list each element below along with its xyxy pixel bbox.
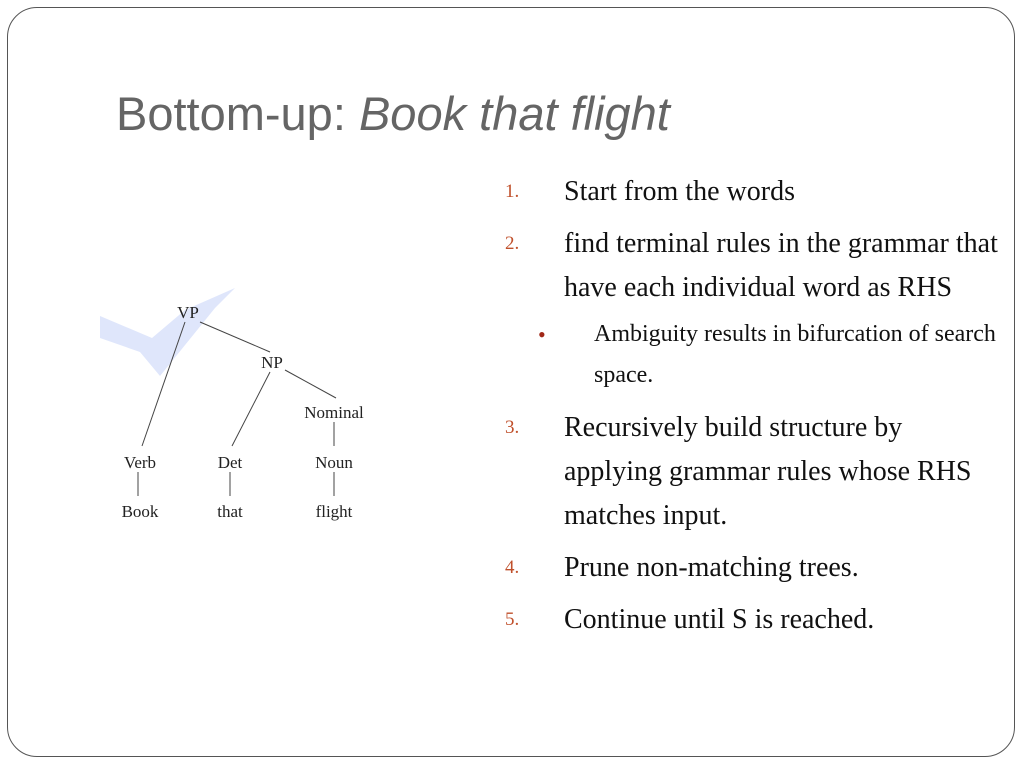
node-vp: VP <box>177 303 199 322</box>
edge-np-nominal <box>285 370 336 398</box>
slide-title <box>116 86 670 141</box>
step-item <box>500 546 1000 590</box>
title-italic: Book that flight <box>358 87 670 140</box>
node-verb: Verb <box>123 453 157 472</box>
title-plain: Bottom-up: <box>116 87 359 140</box>
step-number: 4. <box>505 557 520 578</box>
node-noun: Noun <box>315 453 353 472</box>
node-det: Det <box>217 453 243 472</box>
edge-np-det <box>232 372 270 446</box>
node-nominal: Nominal <box>304 403 364 422</box>
step-number: 5. <box>505 609 520 630</box>
step-item <box>500 406 1000 538</box>
step-text: Start from the words <box>564 176 795 207</box>
edge-vp-np <box>200 322 270 352</box>
step-number: 1. <box>505 181 520 202</box>
word-flight: flight <box>315 502 353 521</box>
step-number: 3. <box>505 417 520 438</box>
step-text: Prune non-matching trees. <box>564 552 859 583</box>
step-text: Recursively build structure by applying grammar rules whose RHS matches input. <box>564 412 972 531</box>
bullet-text: Ambiguity results in bifurcation of search space. <box>594 321 996 388</box>
bullet-item <box>500 314 1000 396</box>
step-text: Continue until S is reached. <box>564 604 875 635</box>
watermark-shape <box>100 288 235 376</box>
step-item <box>500 222 1000 310</box>
parse-tree <box>100 288 390 538</box>
step-item <box>500 598 1000 642</box>
step-text: find terminal rules in the grammar that have each individual word as RHS <box>564 228 998 303</box>
steps-list <box>500 170 1000 650</box>
bullet-dot: • <box>538 322 546 347</box>
step-item <box>500 170 1000 214</box>
node-np: NP <box>261 353 283 372</box>
word-that: that <box>217 502 243 521</box>
step-number: 2. <box>505 233 520 254</box>
word-book: Book <box>121 502 159 521</box>
